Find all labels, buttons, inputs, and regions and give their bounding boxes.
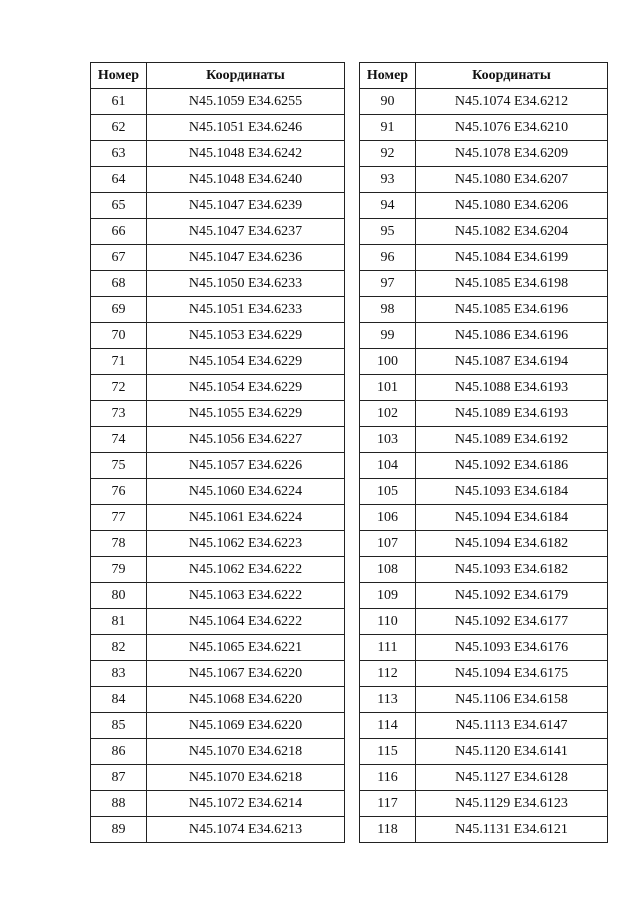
row-coordinates: N45.1064 E34.6222 bbox=[147, 609, 345, 635]
row-number: 81 bbox=[91, 609, 147, 635]
table-row bbox=[91, 531, 345, 557]
row-coordinates: N45.1051 E34.6233 bbox=[147, 297, 345, 323]
coordinates-column-header: Координаты bbox=[416, 63, 608, 89]
row-number: 94 bbox=[360, 193, 416, 219]
table-row bbox=[360, 401, 608, 427]
row-coordinates: N45.1057 E34.6226 bbox=[147, 453, 345, 479]
row-number: 79 bbox=[91, 557, 147, 583]
row-coordinates: N45.1131 E34.6121 bbox=[416, 817, 608, 843]
table-row bbox=[360, 453, 608, 479]
row-coordinates: N45.1080 E34.6206 bbox=[416, 193, 608, 219]
row-number: 80 bbox=[91, 583, 147, 609]
row-number: 103 bbox=[360, 427, 416, 453]
row-coordinates: N45.1056 E34.6227 bbox=[147, 427, 345, 453]
row-coordinates: N45.1085 E34.6198 bbox=[416, 271, 608, 297]
row-number: 104 bbox=[360, 453, 416, 479]
row-coordinates: N45.1062 E34.6223 bbox=[147, 531, 345, 557]
table-row bbox=[91, 297, 345, 323]
row-coordinates: N45.1127 E34.6128 bbox=[416, 765, 608, 791]
table-row bbox=[91, 193, 345, 219]
table-row bbox=[91, 687, 345, 713]
row-number: 65 bbox=[91, 193, 147, 219]
row-coordinates: N45.1062 E34.6222 bbox=[147, 557, 345, 583]
table-row bbox=[91, 765, 345, 791]
number-column-header: Номер bbox=[91, 63, 147, 89]
table-row bbox=[91, 323, 345, 349]
row-number: 101 bbox=[360, 375, 416, 401]
row-coordinates: N45.1061 E34.6224 bbox=[147, 505, 345, 531]
row-coordinates: N45.1092 E34.6177 bbox=[416, 609, 608, 635]
table-row bbox=[91, 245, 345, 271]
table-row bbox=[360, 219, 608, 245]
table-row bbox=[360, 271, 608, 297]
number-column-header: Номер bbox=[360, 63, 416, 89]
row-coordinates: N45.1065 E34.6221 bbox=[147, 635, 345, 661]
table-row bbox=[360, 297, 608, 323]
row-number: 113 bbox=[360, 687, 416, 713]
row-number: 118 bbox=[360, 817, 416, 843]
row-number: 105 bbox=[360, 479, 416, 505]
row-coordinates: N45.1047 E34.6237 bbox=[147, 219, 345, 245]
row-number: 91 bbox=[360, 115, 416, 141]
row-number: 74 bbox=[91, 427, 147, 453]
row-number: 99 bbox=[360, 323, 416, 349]
table-row bbox=[360, 583, 608, 609]
row-coordinates: N45.1086 E34.6196 bbox=[416, 323, 608, 349]
row-number: 115 bbox=[360, 739, 416, 765]
table-row bbox=[360, 531, 608, 557]
row-number: 110 bbox=[360, 609, 416, 635]
row-number: 95 bbox=[360, 219, 416, 245]
row-coordinates: N45.1094 E34.6182 bbox=[416, 531, 608, 557]
row-number: 67 bbox=[91, 245, 147, 271]
table-row bbox=[360, 89, 608, 115]
table-row bbox=[360, 739, 608, 765]
row-coordinates: N45.1094 E34.6184 bbox=[416, 505, 608, 531]
table-row bbox=[360, 167, 608, 193]
row-number: 85 bbox=[91, 713, 147, 739]
row-coordinates: N45.1048 E34.6240 bbox=[147, 167, 345, 193]
table-row bbox=[91, 713, 345, 739]
row-coordinates: N45.1050 E34.6233 bbox=[147, 271, 345, 297]
row-coordinates: N45.1080 E34.6207 bbox=[416, 167, 608, 193]
table-row bbox=[360, 687, 608, 713]
row-number: 96 bbox=[360, 245, 416, 271]
row-number: 78 bbox=[91, 531, 147, 557]
coordinates-table-right bbox=[359, 62, 608, 843]
row-coordinates: N45.1084 E34.6199 bbox=[416, 245, 608, 271]
row-coordinates: N45.1069 E34.6220 bbox=[147, 713, 345, 739]
row-coordinates: N45.1051 E34.6246 bbox=[147, 115, 345, 141]
row-number: 116 bbox=[360, 765, 416, 791]
row-coordinates: N45.1070 E34.6218 bbox=[147, 765, 345, 791]
table-row bbox=[91, 583, 345, 609]
table-row bbox=[360, 349, 608, 375]
row-coordinates: N45.1074 E34.6213 bbox=[147, 817, 345, 843]
row-number: 111 bbox=[360, 635, 416, 661]
row-coordinates: N45.1113 E34.6147 bbox=[416, 713, 608, 739]
row-number: 83 bbox=[91, 661, 147, 687]
table-row bbox=[91, 271, 345, 297]
row-coordinates: N45.1068 E34.6220 bbox=[147, 687, 345, 713]
row-number: 100 bbox=[360, 349, 416, 375]
row-coordinates: N45.1088 E34.6193 bbox=[416, 375, 608, 401]
row-coordinates: N45.1089 E34.6192 bbox=[416, 427, 608, 453]
row-coordinates: N45.1070 E34.6218 bbox=[147, 739, 345, 765]
row-coordinates: N45.1106 E34.6158 bbox=[416, 687, 608, 713]
row-number: 62 bbox=[91, 115, 147, 141]
coordinates-table-left bbox=[90, 62, 345, 843]
row-number: 66 bbox=[91, 219, 147, 245]
row-coordinates: N45.1053 E34.6229 bbox=[147, 323, 345, 349]
table-row bbox=[91, 817, 345, 843]
row-coordinates: N45.1047 E34.6236 bbox=[147, 245, 345, 271]
table-row bbox=[91, 739, 345, 765]
table-row bbox=[360, 765, 608, 791]
row-coordinates: N45.1082 E34.6204 bbox=[416, 219, 608, 245]
row-number: 93 bbox=[360, 167, 416, 193]
table-row bbox=[91, 791, 345, 817]
row-coordinates: N45.1074 E34.6212 bbox=[416, 89, 608, 115]
row-coordinates: N45.1055 E34.6229 bbox=[147, 401, 345, 427]
row-number: 112 bbox=[360, 661, 416, 687]
row-coordinates: N45.1120 E34.6141 bbox=[416, 739, 608, 765]
row-coordinates: N45.1067 E34.6220 bbox=[147, 661, 345, 687]
row-number: 77 bbox=[91, 505, 147, 531]
table-row bbox=[91, 557, 345, 583]
table-row bbox=[360, 115, 608, 141]
table-row bbox=[91, 375, 345, 401]
row-coordinates: N45.1060 E34.6224 bbox=[147, 479, 345, 505]
row-coordinates: N45.1054 E34.6229 bbox=[147, 375, 345, 401]
row-number: 68 bbox=[91, 271, 147, 297]
row-number: 72 bbox=[91, 375, 147, 401]
row-number: 87 bbox=[91, 765, 147, 791]
row-coordinates: N45.1085 E34.6196 bbox=[416, 297, 608, 323]
table-row bbox=[360, 661, 608, 687]
row-coordinates: N45.1093 E34.6176 bbox=[416, 635, 608, 661]
row-coordinates: N45.1059 E34.6255 bbox=[147, 89, 345, 115]
table-row bbox=[91, 479, 345, 505]
row-number: 102 bbox=[360, 401, 416, 427]
table-row bbox=[360, 505, 608, 531]
row-number: 61 bbox=[91, 89, 147, 115]
row-number: 90 bbox=[360, 89, 416, 115]
table-row bbox=[91, 609, 345, 635]
row-coordinates: N45.1094 E34.6175 bbox=[416, 661, 608, 687]
row-number: 63 bbox=[91, 141, 147, 167]
row-number: 82 bbox=[91, 635, 147, 661]
row-coordinates: N45.1072 E34.6214 bbox=[147, 791, 345, 817]
row-number: 86 bbox=[91, 739, 147, 765]
table-row bbox=[91, 115, 345, 141]
table-row bbox=[91, 89, 345, 115]
coordinates-column-header: Координаты bbox=[147, 63, 345, 89]
header-row bbox=[360, 63, 608, 89]
row-coordinates: N45.1087 E34.6194 bbox=[416, 349, 608, 375]
row-coordinates: N45.1093 E34.6184 bbox=[416, 479, 608, 505]
table-row bbox=[91, 453, 345, 479]
table-row bbox=[91, 505, 345, 531]
row-number: 108 bbox=[360, 557, 416, 583]
row-number: 92 bbox=[360, 141, 416, 167]
row-number: 70 bbox=[91, 323, 147, 349]
row-number: 106 bbox=[360, 505, 416, 531]
table-row bbox=[360, 557, 608, 583]
table-row bbox=[91, 167, 345, 193]
row-number: 117 bbox=[360, 791, 416, 817]
row-number: 114 bbox=[360, 713, 416, 739]
table-row bbox=[360, 479, 608, 505]
table-row bbox=[360, 791, 608, 817]
row-coordinates: N45.1047 E34.6239 bbox=[147, 193, 345, 219]
row-number: 64 bbox=[91, 167, 147, 193]
table-row bbox=[91, 349, 345, 375]
row-coordinates: N45.1092 E34.6186 bbox=[416, 453, 608, 479]
row-coordinates: N45.1078 E34.6209 bbox=[416, 141, 608, 167]
table-row bbox=[360, 817, 608, 843]
table-row bbox=[360, 635, 608, 661]
row-number: 88 bbox=[91, 791, 147, 817]
row-number: 69 bbox=[91, 297, 147, 323]
row-coordinates: N45.1089 E34.6193 bbox=[416, 401, 608, 427]
table-row bbox=[360, 427, 608, 453]
row-number: 107 bbox=[360, 531, 416, 557]
row-number: 76 bbox=[91, 479, 147, 505]
table-row bbox=[360, 609, 608, 635]
header-row bbox=[91, 63, 345, 89]
row-coordinates: N45.1129 E34.6123 bbox=[416, 791, 608, 817]
table-row bbox=[360, 193, 608, 219]
table-row bbox=[91, 427, 345, 453]
row-number: 89 bbox=[91, 817, 147, 843]
table-row bbox=[360, 713, 608, 739]
row-number: 98 bbox=[360, 297, 416, 323]
table-row bbox=[360, 141, 608, 167]
table-row bbox=[91, 661, 345, 687]
row-coordinates: N45.1092 E34.6179 bbox=[416, 583, 608, 609]
table-row bbox=[360, 323, 608, 349]
table-row bbox=[360, 375, 608, 401]
table-row bbox=[360, 245, 608, 271]
row-coordinates: N45.1076 E34.6210 bbox=[416, 115, 608, 141]
row-coordinates: N45.1063 E34.6222 bbox=[147, 583, 345, 609]
table-row bbox=[91, 635, 345, 661]
row-coordinates: N45.1048 E34.6242 bbox=[147, 141, 345, 167]
row-number: 75 bbox=[91, 453, 147, 479]
row-coordinates: N45.1093 E34.6182 bbox=[416, 557, 608, 583]
row-number: 109 bbox=[360, 583, 416, 609]
row-number: 73 bbox=[91, 401, 147, 427]
row-number: 84 bbox=[91, 687, 147, 713]
row-number: 97 bbox=[360, 271, 416, 297]
table-row bbox=[91, 141, 345, 167]
row-coordinates: N45.1054 E34.6229 bbox=[147, 349, 345, 375]
table-row bbox=[91, 401, 345, 427]
table-row bbox=[91, 219, 345, 245]
row-number: 71 bbox=[91, 349, 147, 375]
